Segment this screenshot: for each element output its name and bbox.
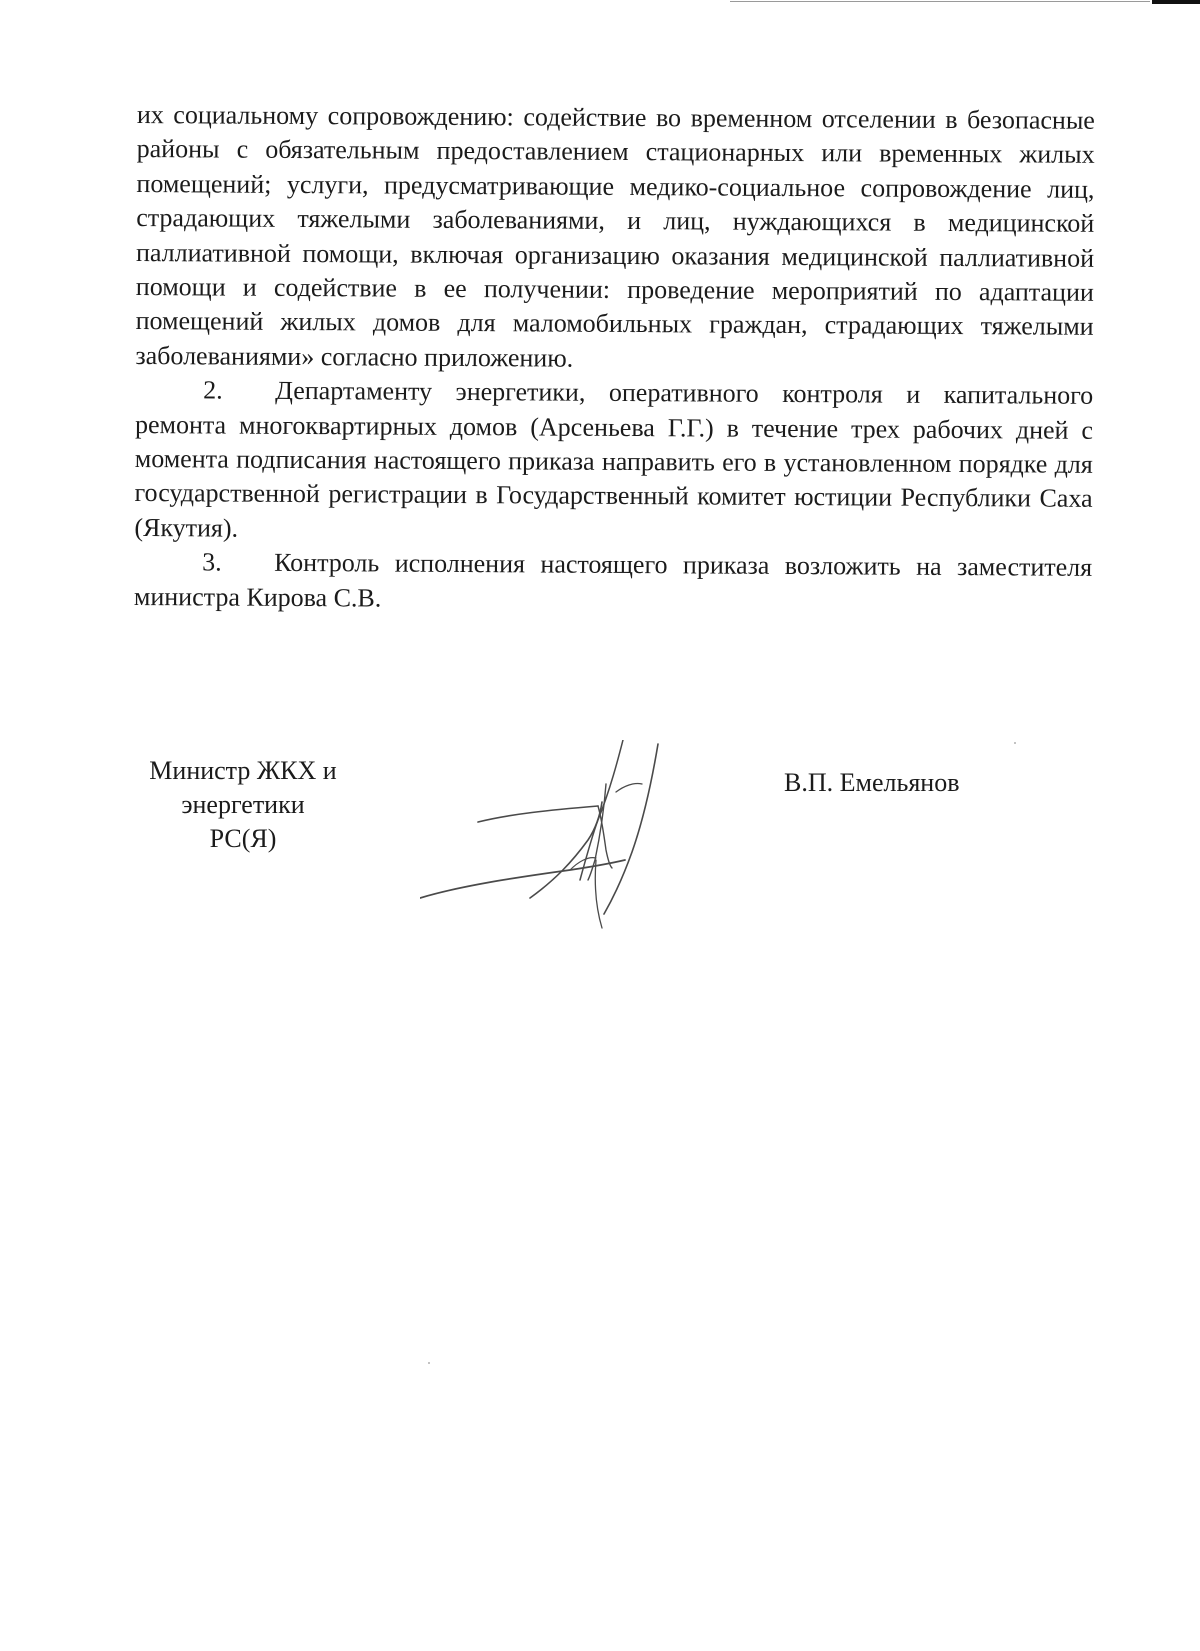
signatory-name: В.П. Емельянов [784, 768, 960, 797]
scan-edge-bar [1152, 0, 1200, 4]
scan-speck [428, 1362, 430, 1364]
order-item-3 [134, 545, 1092, 620]
signatory-position [138, 754, 348, 856]
paragraph-continuation: их социальному сопровождению: содействие во временном отселении в безопасные районы с обязательным предоставлением стационарных или временных жилых помещений; услуги, предусматривающие медико-социальное сопровождение лиц, страдающих тяжелыми заболеваниями, и лиц, нуждающихся в медицинской паллиативной помощи, включая организацию оказания медицинской паллиативной помощи и содействие в ее получении: проведение мероприятий по адаптации помещений жилых домов для маломобильных граждан, страдающих тяжелыми заболеваниями» согласно приложению. [135, 99, 1095, 373]
item-text: Департаменту энергетики, оперативного контроля и капитального ремонта многоквартирных домов (Арсеньева Г.Г.) в течение трех рабочих дней с момента подписания настоящего приказа направить его в установленном порядке для государственной регистрации в Государственный комитет юстиции Республики Саха (Якутия). [134, 376, 1094, 543]
signatory-position-line: РС(Я) [209, 824, 277, 853]
item-text: Контроль исполнения настоящего приказа возложить на заместителя министра Кирова С.В. [133, 548, 1093, 613]
scan-edge-line [730, 1, 1150, 2]
signatory-position-line: Министр ЖКХ и [149, 756, 337, 785]
scan-edge-marks [730, 0, 1200, 4]
scan-speck [1014, 742, 1016, 744]
handwritten-signature [420, 740, 710, 950]
item-number: 3. [202, 547, 222, 577]
item-number: 2. [203, 375, 223, 405]
order-item-2 [134, 373, 1093, 551]
order-body-text [134, 98, 1095, 620]
signatory-position-line: энергетики [181, 790, 305, 819]
